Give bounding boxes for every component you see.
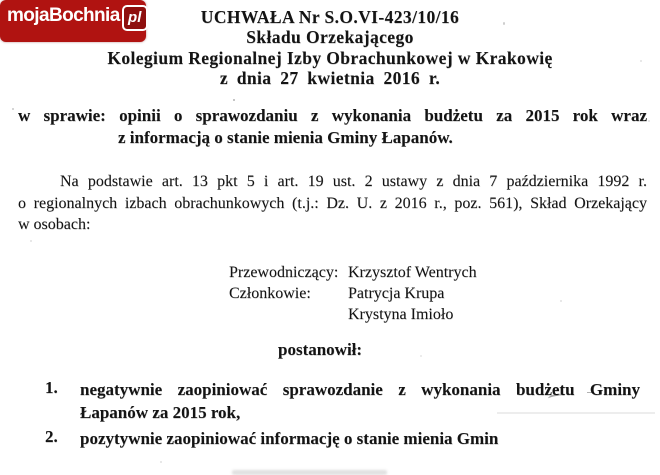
panel-row-member [229,304,477,325]
issuing-panel: Składu Orzekającego [246,27,414,48]
scan-speck [420,355,422,357]
resolution-heading: postanowił: [278,340,363,359]
scan-speck [560,300,562,302]
scan-speck [648,120,650,122]
subject-line: w sprawie: opinii o sprawozdaniu z wykonania budżetu za 2015 rok wraz [18,106,647,125]
pen-dash-artifact [587,392,594,393]
member-name: Krystyna Imioło [348,306,454,323]
scan-speck [216,57,218,59]
item-line: negatywnie zaopiniować sprawozdanie z wykonania budżetu Gminy [80,380,640,399]
pl-domain-badge-icon: pl [122,5,148,31]
cutoff-text-smudge [232,470,387,475]
scan-speck [30,240,32,242]
resolution-date: z dnia 27 kwietnia 2016 r. [219,67,441,88]
resolution-item [80,378,640,424]
scan-speck [160,461,162,463]
panel-row-member [229,283,477,304]
adjudicating-panel-list [229,262,477,325]
chairman-name: Krzysztof Wentrych [348,264,477,281]
scan-speck [233,99,235,101]
resolution-number: UCHWAŁA Nr S.O.VI-423/10/16 [200,7,460,27]
legal-basis-line: o regionalnych izbach obrachunkowych (t.j.: Dz. U. z 2016 r., poz. 561), Skład Orzekający [18,194,647,212]
watermark-brand-row [7,3,148,31]
item-line: pozytywnie zaopiniować informację o stanie mienia Gmin [80,429,499,448]
subject-paragraph [18,105,647,149]
chairman-label: Przewodniczący: [229,264,339,281]
members-label: Członkowie: [229,285,311,302]
legal-basis-line: w osobach: [18,216,91,233]
resolution-item [80,427,640,450]
scan-line-artifact [497,412,655,414]
item-line: Łapanów za 2015 rok, [80,403,241,422]
member-name: Patrycja Krupa [348,285,445,302]
panel-row-chairman [229,262,477,283]
scan-speck [640,60,642,62]
watermark-tagline: portal i telewizja [560,461,625,471]
item-number: 1. [45,378,58,397]
watermark-brand-text: mojaBochnia [7,5,120,26]
legal-basis-line: Na podstawie art. 13 pkt 5 i art. 19 ust. 2 ustawy z dnia 7 października 1992 r. [60,173,647,190]
scan-speck [12,108,14,110]
item-number: 2. [45,427,58,446]
members-label-spacer [229,304,348,325]
issuing-institution: Kolegium Regionalnej Izby Obrachunkowej w Krakowię [107,47,553,68]
scan-speck [503,22,505,25]
subject-line: z informacją o stanie mienia Gminy Łapanów. [118,128,453,147]
legal-basis-paragraph [18,171,647,236]
